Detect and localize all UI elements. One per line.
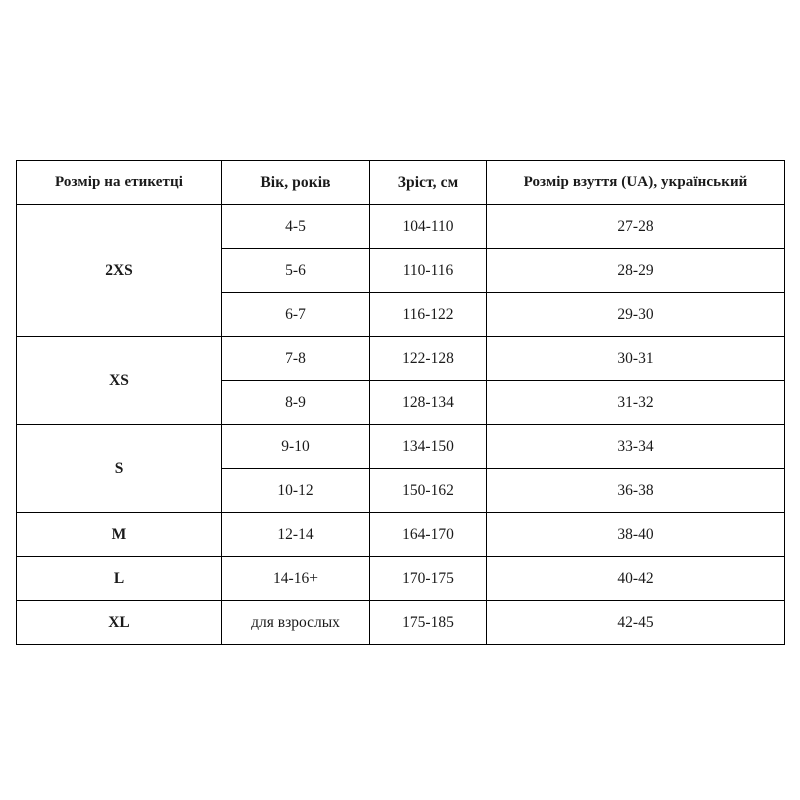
age-cell: 7-8 [222,337,370,381]
age-cell: для взрослых [222,601,370,645]
age-cell: 8-9 [222,381,370,425]
height-cell: 170-175 [370,557,487,601]
age-cell: 6-7 [222,293,370,337]
height-cell: 164-170 [370,513,487,557]
shoe-cell: 30-31 [487,337,785,381]
size-label-cell: L [17,557,222,601]
height-cell: 104-110 [370,205,487,249]
table-row [17,601,785,645]
shoe-cell: 36-38 [487,469,785,513]
size-label-cell: XL [17,601,222,645]
size-label-cell: 2XS [17,205,222,337]
table-body [17,205,785,645]
column-header-label: Розмір на етикетці [17,161,222,205]
height-cell: 134-150 [370,425,487,469]
size-chart-container [16,160,784,645]
table-row [17,557,785,601]
shoe-cell: 27-28 [487,205,785,249]
age-cell: 14-16+ [222,557,370,601]
height-cell: 116-122 [370,293,487,337]
table-row [17,425,785,469]
shoe-cell: 33-34 [487,425,785,469]
age-cell: 10-12 [222,469,370,513]
size-label-cell: M [17,513,222,557]
age-cell: 4-5 [222,205,370,249]
shoe-cell: 42-45 [487,601,785,645]
size-label-cell: XS [17,337,222,425]
table-header [17,161,785,205]
table-row [17,205,785,249]
shoe-cell: 28-29 [487,249,785,293]
shoe-cell: 29-30 [487,293,785,337]
shoe-cell: 40-42 [487,557,785,601]
height-cell: 150-162 [370,469,487,513]
age-cell: 9-10 [222,425,370,469]
table-header-row [17,161,785,205]
table-row [17,513,785,557]
age-cell: 12-14 [222,513,370,557]
table-row [17,337,785,381]
column-header-age: Вік, років [222,161,370,205]
size-chart-table [16,160,785,645]
shoe-cell: 38-40 [487,513,785,557]
height-cell: 128-134 [370,381,487,425]
age-cell: 5-6 [222,249,370,293]
shoe-cell: 31-32 [487,381,785,425]
height-cell: 122-128 [370,337,487,381]
height-cell: 110-116 [370,249,487,293]
column-header-shoe: Розмір взуття (UA), український [487,161,785,205]
height-cell: 175-185 [370,601,487,645]
size-label-cell: S [17,425,222,513]
column-header-height: Зріст, см [370,161,487,205]
